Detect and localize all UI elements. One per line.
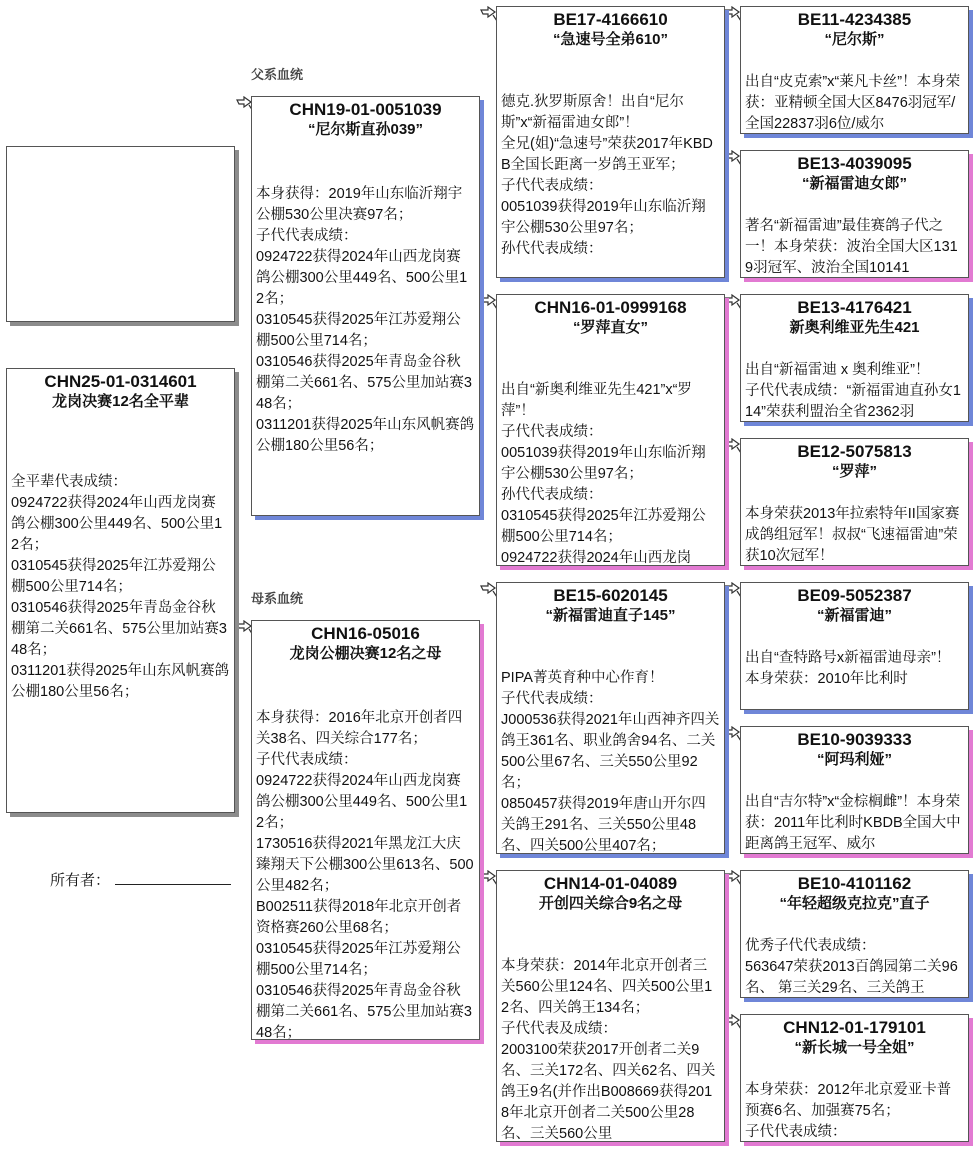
pedigree-card-ds-dam[interactable] xyxy=(740,726,969,854)
pigeon-description: 全平辈代表成绩： 0924722获得2024年山西龙岗赛鸽公棚300公里449名、500公里12名； 0310545获得2025年江苏爱翔公棚500公里714名； 0310546获得2025年青岛金谷秋棚第二关661名、575公里加站赛348名； 0311201获得2025年山东风帆赛鸽公棚180公里56名； xyxy=(11,474,230,700)
pigeon-description: 德克.狄罗斯原舍！出自“尼尔斯”x“新福雷迪女郎”！ 全兄(姐)“急速号”荣获2017年KBDB全国长距离一岁鸽王亚军； 子代代表成绩： 0051039获得2019年山东临沂翔宇公棚530公里97名； 孙代代表成绩： xyxy=(501,94,713,257)
pigeon-description: 本身荣获2013年拉索特年II国家赛成鸽组冠军！叔叔“飞速福雷迪”荣获10次冠军！ xyxy=(745,506,960,564)
pedigree-card-sd-sire[interactable] xyxy=(740,294,969,422)
ring-number: CHN16-05016 xyxy=(311,624,420,643)
pedigree-card-sire-sire[interactable] xyxy=(496,6,725,278)
pigeon-description: 出自“新奥利维亚先生421”x“罗萍”！ 子代代表成绩： 0051039获得2019年山东临沂翔宇公棚530公里97名； 孙代代表成绩： 0310545获得2025年江苏爱翔公棚500公里714名； 0924722获得2024年山西龙岗 xyxy=(501,382,706,566)
ring-number: BE10-4101162 xyxy=(797,874,912,893)
pedigree-card-dam-dam[interactable] xyxy=(496,870,725,1142)
ring-number: CHN12-01-179101 xyxy=(783,1018,926,1037)
owner-signature-line[interactable] xyxy=(115,884,231,885)
pedigree-card-ss-dam[interactable] xyxy=(740,150,969,278)
pigeon-name: “年轻超级克拉克”直子 xyxy=(779,895,930,912)
pedigree-card-dd-dam[interactable] xyxy=(740,1014,969,1142)
pigeon-name: “新福雷迪直子145” xyxy=(545,607,676,624)
pigeon-name: “新福雷迪” xyxy=(816,607,892,624)
pedigree-card-sire[interactable] xyxy=(251,96,480,516)
pigeon-name: 龙岗决赛12名全平辈 xyxy=(52,393,189,410)
ring-number: BE11-4234385 xyxy=(797,10,912,29)
pigeon-description: PIPA菁英育种中心作育！ 子代代表成绩： J000536获得2021年山西神齐四关鸽王361名、职业鸽舍94名、二关500公里67名、三关550公里92名； 0850457获得2019年唐山开尔四关鸽王291名、三关550公里48名、四关500公里407名； xyxy=(501,670,720,854)
pigeon-name: “罗萍直女” xyxy=(572,319,648,336)
pedigree-card-dd-sire[interactable] xyxy=(740,870,969,998)
pigeon-name: “急速号全弟610” xyxy=(552,31,669,48)
pigeon-name: “尼尔斯直孙039” xyxy=(307,121,424,138)
pigeon-name: “新长城一号全姐” xyxy=(794,1039,915,1056)
pigeon-name: 开创四关综合9名之母 xyxy=(538,895,683,912)
dam-line-label: 母系血统 xyxy=(251,591,304,606)
pigeon-description: 出自“吉尔特”x“金棕榈雌”！本身荣获：2011年比利时KBDB全国大中距离鸽王冠军、威尔 xyxy=(745,794,961,852)
pigeon-description: 出自“查特路号x新福雷迪母亲”！ 本身荣获：2010年比利时 xyxy=(745,650,951,687)
pigeon-name: 龙岗公棚决赛12名之母 xyxy=(289,645,442,662)
pigeon-photo-frame xyxy=(6,146,235,322)
ring-number: CHN19-01-0051039 xyxy=(289,100,442,119)
pedigree-card-dam[interactable] xyxy=(251,620,480,1040)
ring-number: BE12-5075813 xyxy=(797,442,912,461)
sire-line-label: 父系血统 xyxy=(251,67,304,82)
pigeon-name: “尼尔斯” xyxy=(824,31,885,48)
pigeon-name: 新奥利维亚先生421 xyxy=(789,319,920,336)
ring-number: CHN14-01-04089 xyxy=(543,874,678,893)
pigeon-description: 本身荣获：2014年北京开创者三关560公里124名、四关500公里12名、四关鸽王134名； 子代代表及成绩： 2003100荣获2017开创者二关9名、三关172名、四关62名、四关鸽王9名(并作出B008669获得2018年北京开创者二关500公里28名、三关560公里 xyxy=(501,958,716,1142)
ring-number: BE17-4166610 xyxy=(553,10,668,29)
pedigree-card-subject[interactable] xyxy=(6,368,235,813)
pigeon-description: 出自“皮克索”x“莱凡卡丝”！本身荣获：亚精顿全国大区8476羽冠军/全国22837羽6位/威尔 xyxy=(745,74,961,132)
pedigree-card-dam-sire[interactable] xyxy=(496,582,725,854)
pedigree-card-sire-dam[interactable] xyxy=(496,294,725,566)
pigeon-name: “阿玛利娅” xyxy=(816,751,892,768)
pigeon-description: 本身获得：2016年北京开创者四关38名、四关综合177名； 子代代表成绩： 0924722获得2024年山西龙岗赛鸽公棚300公里449名、500公里12名； 1730516获得2021年黑龙江大庆臻翔天下公棚300公里613名、500公里482名； B002511获得2018年北京开创者资格赛260公里68名； 0310545获得2025年江苏爱翔公棚500公里714名； 0310546获得2025年青岛金谷秋棚第二关661名、575公里加站赛348名； xyxy=(256,710,474,1040)
pedigree-card-ds-sire[interactable] xyxy=(740,582,969,710)
ring-number: BE09-5052387 xyxy=(797,586,912,605)
pedigree-card-ss-sire[interactable] xyxy=(740,6,969,134)
owner-label: 所有者： xyxy=(50,872,111,889)
ring-number: CHN16-01-0999168 xyxy=(534,298,687,317)
ring-number: CHN25-01-0314601 xyxy=(44,372,197,391)
ring-number: BE15-6020145 xyxy=(553,586,668,605)
ring-number: BE13-4039095 xyxy=(797,154,912,173)
pigeon-description: 本身荣获：2012年北京爱亚卡普预赛6名、加强赛75名； 子代代表成绩： xyxy=(745,1082,952,1140)
pigeon-name: “罗萍” xyxy=(831,463,877,480)
pigeon-name: “新福雷迪女郎” xyxy=(801,175,907,192)
pedigree-card-sd-dam[interactable] xyxy=(740,438,969,566)
ring-number: BE13-4176421 xyxy=(797,298,912,317)
pigeon-description: 出自“新福雷迪 x 奥利维亚”！ 子代代表成绩：“新福雷迪直孙女114”荣获利盟治全省2362羽 xyxy=(745,362,961,420)
ring-number: BE10-9039333 xyxy=(797,730,912,749)
pigeon-description: 本身获得：2019年山东临沂翔宇公棚530公里决赛97名； 子代代表成绩： 0924722获得2024年山西龙岗赛鸽公棚300公里449名、500公里12名； 0310545获得2025年江苏爱翔公棚500公里714名； 0310546获得2025年青岛金谷秋棚第二关661名、575公里加站赛348名； 0311201获得2025年山东风帆赛鸽公棚180公里56名； xyxy=(256,186,475,454)
pigeon-description: 优秀子代代表成绩： 563647荣获2013百鸽园第二关96名、 第三关29名、三关鸽王 xyxy=(745,938,958,996)
pigeon-description: 著名“新福雷迪”最佳赛鸽子代之一！本身荣获：波治全国大区1319羽冠军、波治全国10141 xyxy=(745,218,958,276)
